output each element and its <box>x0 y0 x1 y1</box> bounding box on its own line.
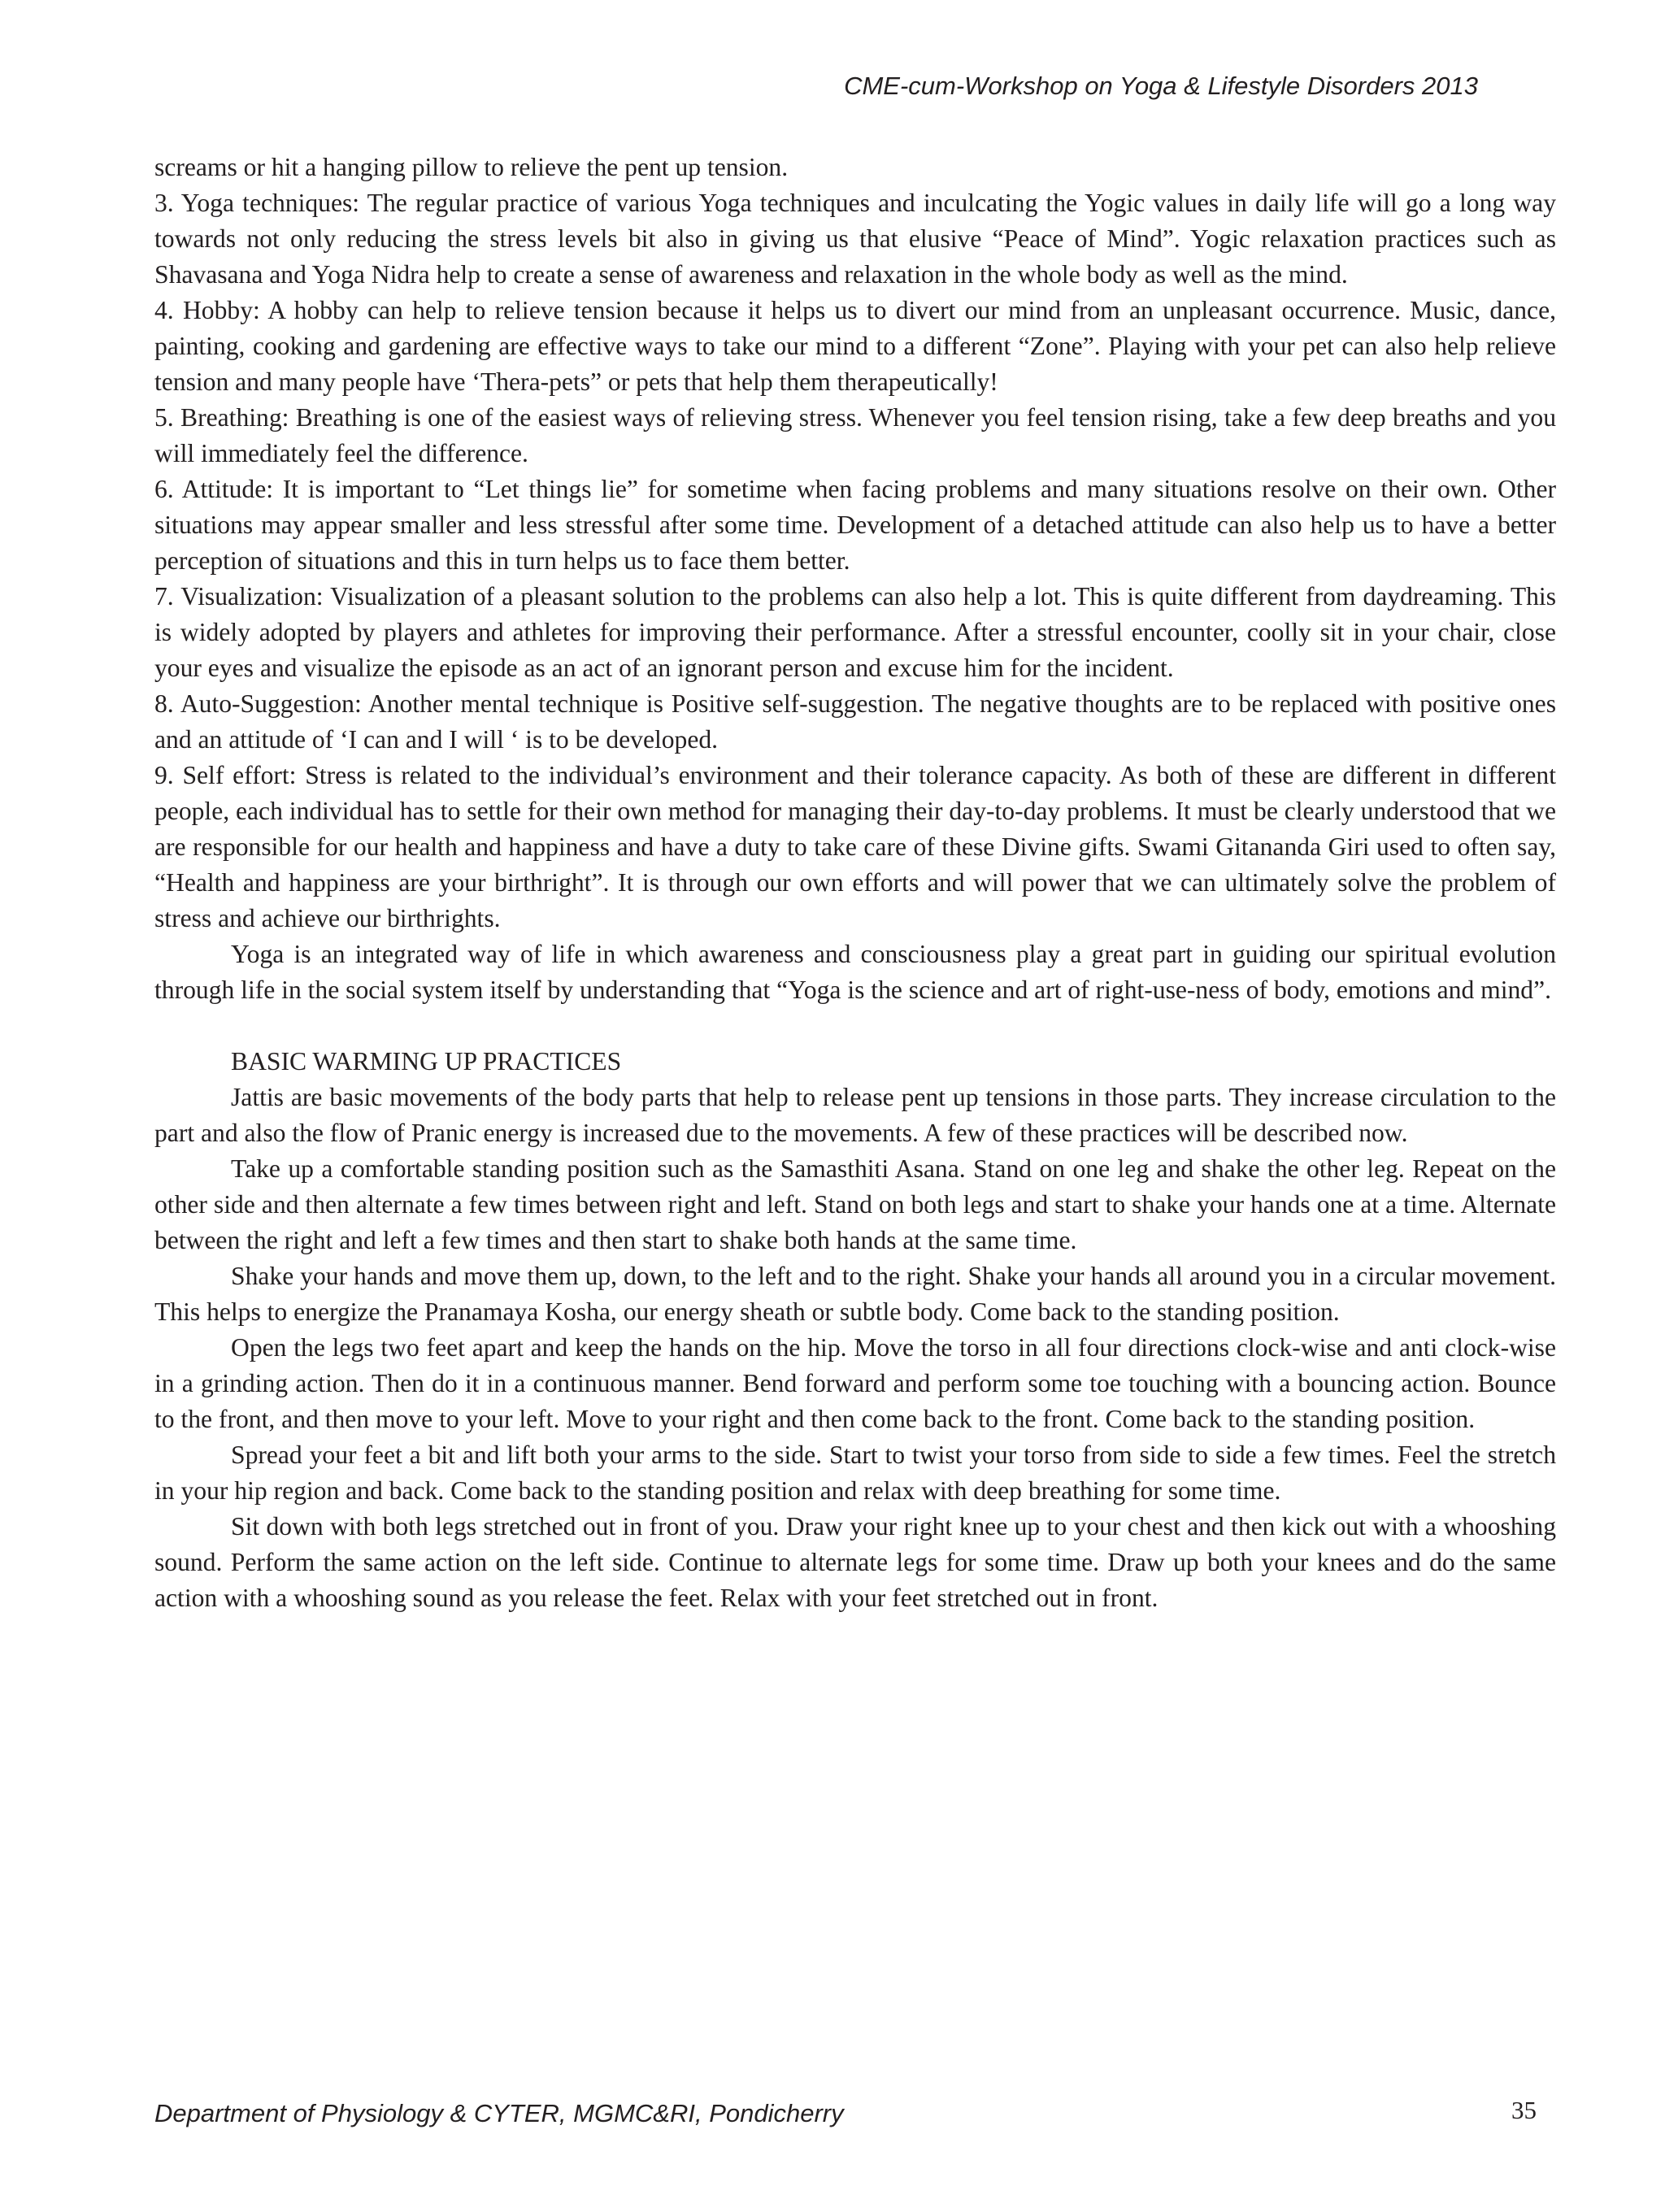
paragraph-yoga-integrated: Yoga is an integrated way of life in which awareness and consciousness play a great part in guiding our spiritual evolution through life in the social system itself by understanding that “Yoga is the science and art of right-use-ness of body, emotions and mind”. <box>154 940 1556 1004</box>
paragraph-attitude: 6. Attitude: It is important to “Let things lie” for sometime when facing problems and many situations resolve on their own. Other situations may appear smaller and less stressful after some time. Development of a detached attitude can also help us to have a better perception of situations and this in turn helps us to face them better. <box>154 475 1556 575</box>
paragraph-hobby: 4. Hobby: A hobby can help to relieve tension because it helps us to divert our mind from an unpleasant occurrence. Music, dance, painting, cooking and gardening are effective ways to take our mind to a different “Zone”. Playing with your pet can also help relieve tension and many people have ‘Thera-pets” or pets that help them therapeutically! <box>154 296 1556 396</box>
page-body <box>154 150 1556 1616</box>
paragraph-auto-suggestion: 8. Auto-Suggestion: Another mental technique is Positive self-suggestion. The negative thoughts are to be replaced with positive ones and an attitude of ‘I can and I will ‘ is to be developed. <box>154 689 1556 754</box>
paragraph-jattis: Jattis are basic movements of the body parts that help to release pent up tensions in those parts. They increase circulation to the part and also the flow of Pranic energy is increased due to the movements. A few of these practices will be described now. <box>154 1083 1556 1147</box>
paragraph-spread-feet: Spread your feet a bit and lift both your arms to the side. Start to twist your torso from side to side a few times. Feel the stretch in your hip region and back. Come back to the standing position and relax with deep breathing for some time. <box>154 1441 1556 1505</box>
paragraph-standing-position: Take up a comfortable standing position such as the Samasthiti Asana. Stand on one leg and shake the other leg. Repeat on the other side and then alternate a few times between right and left. Stand on both legs and start to shake your hands one at a time. Alternate between the right and left a few times and then start to shake both hands at the same time. <box>154 1154 1556 1254</box>
section-heading: BASIC WARMING UP PRACTICES <box>231 1047 622 1076</box>
paragraph-self-effort: 9. Self effort: Stress is related to the individual’s environment and their tolerance capacity. As both of these are different in different people, each individual has to settle for their own method for managing their day-to-day problems. It must be clearly understood that we are responsible for our health and happiness and have a duty to take care of these Divine gifts. Swami Gitananda Giri used to often say, “Health and happiness are your birthright”. It is through our own efforts and will power that we can ultimately solve the problem of stress and achieve our birthrights. <box>154 761 1557 932</box>
paragraph-visualization: 7. Visualization: Visualization of a pleasant solution to the problems can also help a lot. This is quite different from daydreaming. This is widely adopted by players and athletes for improving their performance. After a stressful encounter, coolly sit in your chair, close your eyes and visualize the episode as an act of an ignorant person and excuse him for the incident. <box>154 582 1556 682</box>
paragraph-shake-hands: Shake your hands and move them up, down, to the left and to the right. Shake your hands all around you in a circular movement. This helps to energize the Pranamaya Kosha, our energy sheath or subtle body. Come back to the standing position. <box>154 1262 1556 1326</box>
paragraph-yoga-techniques: 3. Yoga techniques: The regular practice of various Yoga techniques and inculcating the Yogic values in daily life will go a long way towards not only reducing the stress levels bit also in giving us that elusive “Peace of Mind”. Yogic relaxation practices such as Shavasana and Yoga Nidra help to create a sense of awareness and relaxation in the whole body as well as the mind. <box>154 189 1556 289</box>
paragraph-breathing: 5. Breathing: Breathing is one of the easiest ways of relieving stress. Whenever you feel tension rising, take a few deep breaths and you will immediately feel the difference. <box>154 403 1556 467</box>
paragraph-continuation: screams or hit a hanging pillow to relieve the pent up tension. <box>154 153 789 181</box>
footer-department: Department of Physiology & CYTER, MGMC&RI, Pondicherry <box>154 2099 844 2127</box>
paragraph-open-legs: Open the legs two feet apart and keep the hands on the hip. Move the torso in all four directions clock-wise and anti clock-wise in a grinding action. Then do it in a continuous manner. Bend forward and perform some toe touching with a bouncing action. Bounce to the front, and then move to your left. Move to your right and then come back to the front. Come back to the standing position. <box>154 1333 1556 1433</box>
page-number: 35 <box>1511 2096 1537 2124</box>
running-header-title: CME-cum-Workshop on Yoga & Lifestyle Disorders 2013 <box>844 72 1478 100</box>
paragraph-sit-down: Sit down with both legs stretched out in front of you. Draw your right knee up to your chest and then kick out with a whooshing sound. Perform the same action on the left side. Continue to alternate legs for some time. Draw up both your knees and do the same action with a whooshing sound as you release the feet. Relax with your feet stretched out in front. <box>154 1512 1556 1612</box>
